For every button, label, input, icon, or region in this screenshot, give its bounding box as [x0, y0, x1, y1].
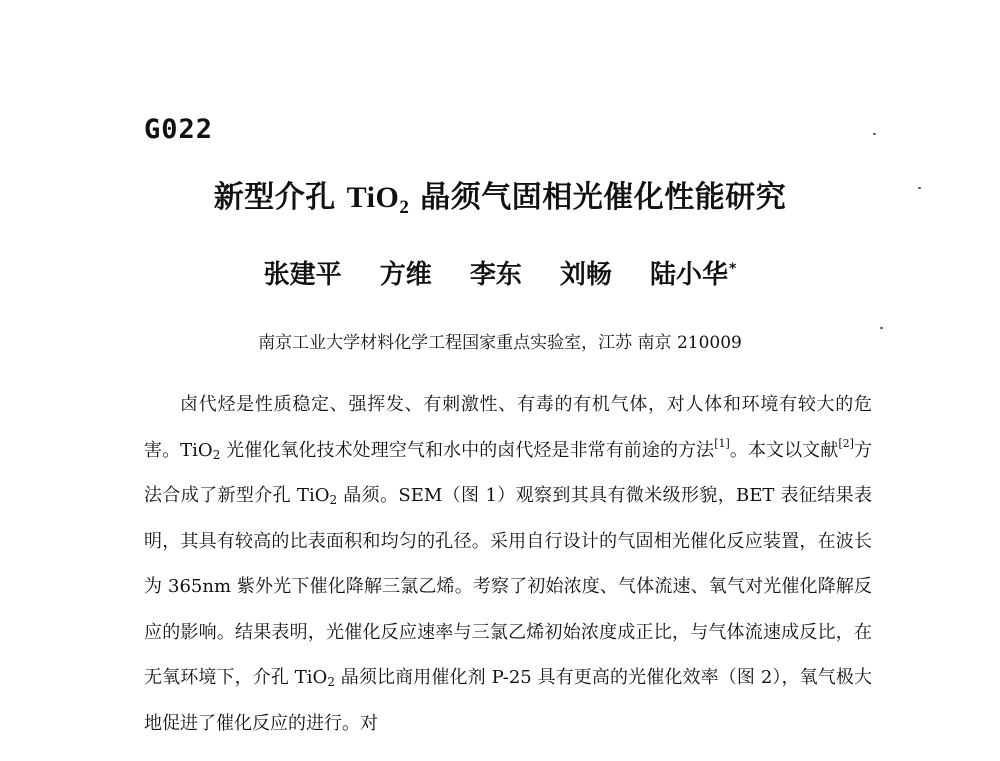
- title-formula-subscript: 2: [399, 197, 410, 218]
- author-2: 方维: [379, 260, 432, 290]
- author-1: 张建平: [263, 260, 342, 290]
- title-part-2: 晶须气固相光催化性能研究: [409, 180, 787, 215]
- scan-speck: [880, 327, 883, 329]
- scan-speck: [873, 133, 876, 135]
- citation-2: [2]: [838, 436, 854, 450]
- paper-title: [0, 172, 1000, 219]
- title-formula: TiO: [346, 181, 400, 214]
- author-5: 陆小华*: [649, 260, 737, 290]
- affiliation: 南京工业大学材料化学工程国家重点实验室，江苏 南京 210009: [258, 333, 742, 353]
- title-part-1: 新型介孔: [213, 180, 347, 215]
- document-code: G022: [144, 114, 214, 145]
- author-list: [0, 254, 1000, 291]
- abstract-body: [144, 382, 872, 746]
- author-4: 刘畅: [559, 260, 612, 290]
- scan-speck: [918, 187, 921, 189]
- abstract-paragraph: 卤代烃是性质稳定、强挥发、有刺激性、有毒的有机气体，对人体和环境有较大的危害。TiO$_2$ 光催化氧化技术处理空气和水中的卤代烃是非常有前途的方法[1]。本文以文献[2]方法合成了新型介孔 TiO$_2$ 晶须。SEM（图 1）观察到其具有微米级形貌，BET 表征结果表明，其具有较高的比表面积和均匀的孔径。采用自行设计的气固相光催化反应装置，在波长为 365nm 紫外光下催化降解三氯乙烯。考察了初始浓度、气体流速、氧气对光催化降解反应的影响。结果表明，光催化反应速率与三氯乙烯初始浓度成正比，与气体流速成反比，在无氧环境下，介孔 TiO$_2$ 晶须比商用催化剂 P-25 具有更高的光催化效率（图 2），氧气极大地促进了催化反应的进行。对: [144, 394, 873, 734]
- citation-1: [1]: [714, 436, 730, 450]
- author-3: 李东: [469, 260, 522, 290]
